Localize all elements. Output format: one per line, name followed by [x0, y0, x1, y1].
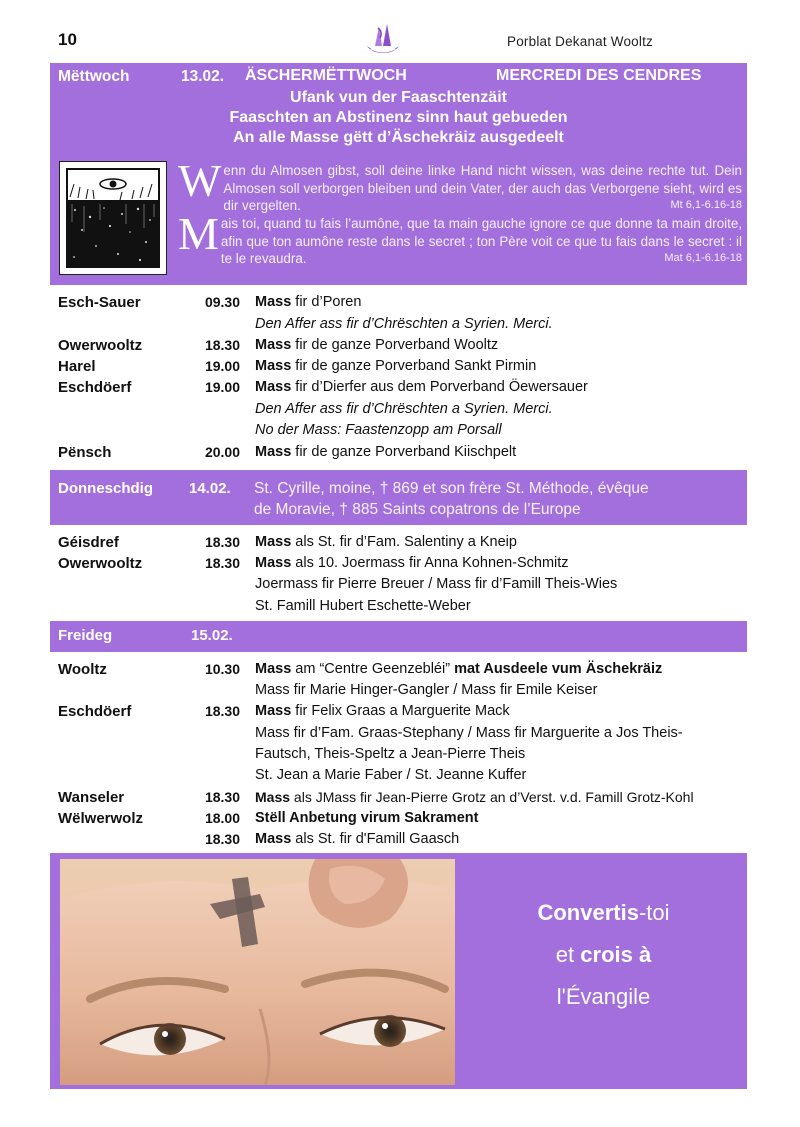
- mass-text: St. Jean a Marie Faber / St. Jeanne Kuffer: [255, 767, 527, 783]
- dekanat-logo-icon: [364, 22, 402, 58]
- place: Esch-Sauer: [58, 294, 141, 311]
- place: Harel: [58, 358, 96, 375]
- mass-text: als 10. Joermass fir Anna Kohnen-Schmitz: [291, 555, 569, 571]
- mass-text: fir de ganze Porverband Kiischpelt: [291, 444, 517, 460]
- day-name: Mëttwoch: [58, 68, 130, 85]
- time: 20.00: [204, 444, 240, 460]
- publication-title: Porblat Dekanat Wooltz: [507, 34, 653, 49]
- eye-woodcut-image: [59, 161, 167, 275]
- time: 18.30: [204, 337, 240, 353]
- mass-text: fir d’Dierfer aus dem Porverband Öewersauer: [291, 379, 588, 395]
- mass-text: fir Felix Graas a Marguerite Mack: [291, 703, 510, 719]
- day-date: 13.02.: [181, 68, 225, 85]
- mass-label: Mass: [255, 444, 292, 460]
- place: Eschdöerf: [58, 379, 132, 396]
- list-item: [58, 356, 748, 377]
- list-item: [58, 787, 748, 808]
- ash-cross-forehead-photo: [60, 859, 455, 1085]
- place: Owerwooltz: [58, 555, 143, 572]
- mass-text: als St. fir d'Famill Gaasch: [291, 831, 460, 847]
- time: 18.30: [204, 534, 240, 550]
- list-item: [58, 335, 748, 356]
- description: [255, 532, 517, 553]
- description: [255, 292, 361, 313]
- description: [255, 659, 662, 680]
- note: No der Mass: Faastenzopp am Porsall: [255, 422, 502, 438]
- day-date: 15.02.: [191, 627, 233, 644]
- description: [255, 808, 478, 829]
- mass-label: Mass: [255, 294, 292, 310]
- slogan-box: [50, 853, 747, 1089]
- time: 18.30: [204, 555, 240, 571]
- mass-label: Mass: [255, 703, 292, 719]
- mass-label: Mass: [255, 358, 292, 374]
- fasting-line: Faaschten an Abstinenz sinn haut gebueden: [229, 109, 568, 126]
- time: 18.00: [204, 810, 240, 826]
- mass-highlight: mat Ausdeele vum Äschekräiz: [454, 661, 663, 677]
- mass-label: Mass: [255, 337, 292, 353]
- mass-text: am “Centre Geenzebléi”: [291, 661, 455, 677]
- list-item: [58, 596, 748, 617]
- quote-french-ref: Mat 6,1-6.16-18: [664, 252, 742, 264]
- time: 18.30: [204, 831, 240, 847]
- list-item: [58, 659, 748, 680]
- mass-text: Fautsch, Theis-Speltz a Jean-Pierre Theis: [255, 746, 526, 762]
- mass-label: Stëll Anbetung virum Sakrament: [255, 810, 479, 826]
- mass-text: fir de ganze Porverband Sankt Pirmin: [291, 358, 537, 374]
- slogan-crois: crois à: [580, 942, 652, 967]
- description: [255, 787, 694, 808]
- list-item: [58, 420, 748, 441]
- title-luxembourgish: ÄSCHERMËTTWOCH: [245, 67, 407, 84]
- quote-german: [178, 155, 742, 215]
- note: Den Affer ass fir d’Chrëschten a Syrien. Merci.: [255, 316, 553, 332]
- description: [255, 377, 588, 398]
- list-item: [58, 680, 748, 701]
- slogan-convertis: Convertis: [537, 900, 639, 925]
- list-item: [58, 442, 748, 463]
- mass-text: als JMass fir Jean-Pierre Grotz an d’Verst. v.d. Famill Grotz-Kohl: [290, 789, 694, 805]
- mass-text: Mass fir Marie Hinger-Gangler / Mass fir Emile Keiser: [255, 682, 598, 698]
- slogan-line1: [471, 900, 736, 926]
- place: Wanseler: [58, 789, 125, 806]
- place: Owerwooltz: [58, 337, 143, 354]
- place: Pënsch: [58, 444, 112, 461]
- dropcap-w: W: [178, 155, 222, 206]
- mass-label: Mass: [255, 661, 292, 677]
- thursday-band: [50, 470, 747, 525]
- mass-text: Joermass fir Pierre Breuer / Mass fir d’Famill Theis-Wies: [255, 576, 618, 592]
- list-item: [58, 701, 748, 722]
- list-item: [58, 723, 748, 744]
- mass-text: St. Famill Hubert Eschette-Weber: [255, 598, 471, 614]
- quote-french-text: ais toi, quand tu fais l’aumône, que ta main gauche ignore ce que donne ta main droite, afin que ton aumône reste dans le secret ; ton Père voit ce que tu fais dans le secret : il te le revaudra.: [220, 216, 742, 266]
- mass-label: Mass: [255, 534, 292, 550]
- friday-band: [50, 621, 747, 652]
- time: 19.00: [204, 358, 240, 374]
- list-item: [58, 553, 748, 574]
- list-item: [58, 765, 748, 786]
- time: 18.30: [204, 703, 240, 719]
- list-item: [58, 314, 748, 335]
- lent-start-line: Ufank vun der Faaschtenzäit: [290, 89, 507, 106]
- page-number: 10: [58, 30, 77, 49]
- description: [255, 442, 516, 463]
- quote-german-text: enn du Almosen gibst, soll deine linke Hand nicht wissen, was deine rechte tut. Dein Almosen soll verborgen bleiben und dein Vater, der auch das Verborgene sieht, wird es dir vergelten.: [223, 163, 742, 213]
- saint-note-line2: de Moravie, † 885 Saints copatrons de l’Europe: [254, 501, 581, 518]
- place: Géisdref: [58, 534, 119, 551]
- day-date: 14.02.: [189, 480, 231, 497]
- mass-text: fir d’Poren: [291, 294, 362, 310]
- dropcap-m: M: [178, 208, 219, 259]
- place: Wëlwerwolz: [58, 810, 144, 827]
- title-french: MERCREDI DES CENDRES: [496, 67, 702, 84]
- slogan-et: et: [555, 942, 581, 967]
- list-item: [58, 808, 748, 829]
- list-item: [58, 574, 748, 595]
- list-item: [58, 744, 748, 765]
- list-item: [58, 292, 748, 313]
- list-item: [58, 399, 748, 420]
- slogan-line2: [471, 942, 736, 968]
- time: 18.30: [204, 789, 240, 805]
- mass-label: Mass: [255, 789, 291, 805]
- description: [255, 335, 498, 356]
- place: Wooltz: [58, 661, 107, 678]
- ash-wednesday-box: [50, 63, 747, 285]
- time: 19.00: [204, 379, 240, 395]
- slogan-toi: -toi: [638, 900, 670, 925]
- time: 10.30: [204, 661, 240, 677]
- mass-text: fir de ganze Porverband Wooltz: [291, 337, 499, 353]
- mass-label: Mass: [255, 831, 292, 847]
- day-name: Freideg: [58, 627, 113, 644]
- mass-label: Mass: [255, 555, 292, 571]
- description: [255, 701, 510, 722]
- slogan-line3: l'Évangile: [556, 984, 651, 1009]
- list-item: [58, 377, 748, 398]
- description: [255, 829, 459, 850]
- quote-german-ref: Mt 6,1-6.16-18: [670, 199, 742, 211]
- list-item: [58, 532, 748, 553]
- list-item: [58, 829, 748, 850]
- saint-note-line1: St. Cyrille, moine, † 869 et son frère St. Méthode, évêque: [254, 480, 649, 497]
- quote-french: [178, 208, 742, 268]
- mass-text: Mass fir d’Fam. Graas-Stephany / Mass fir Marguerite a Jos Theis-: [255, 725, 683, 741]
- mass-text: als St. fir d’Fam. Salentiny a Kneip: [291, 534, 517, 550]
- ash-cross-line: An alle Masse gëtt d’Äschekräiz ausgedeelt: [233, 129, 564, 146]
- description: [255, 553, 569, 574]
- time: 09.30: [204, 294, 240, 310]
- place: Eschdöerf: [58, 703, 132, 720]
- description: [255, 356, 536, 377]
- day-name: Donneschdig: [58, 480, 154, 497]
- note: Den Affer ass fir d’Chrëschten a Syrien. Merci.: [255, 401, 553, 417]
- mass-label: Mass: [255, 379, 292, 395]
